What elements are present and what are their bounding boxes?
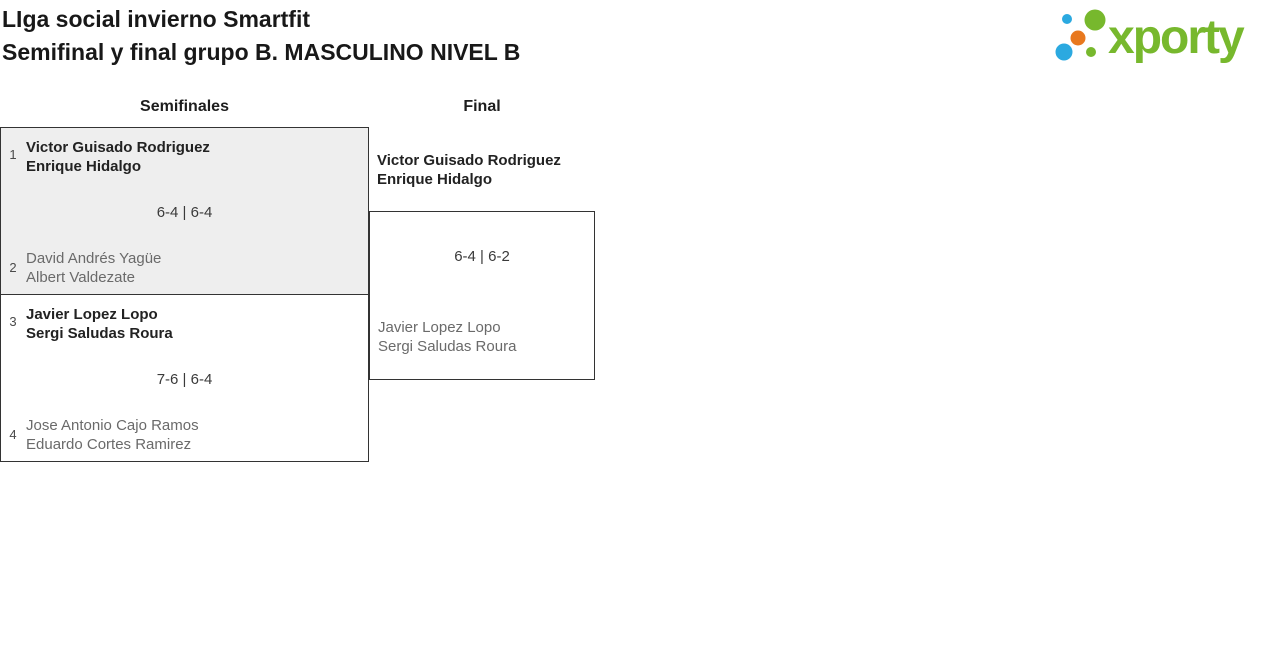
player-name: Victor Guisado Rodriguez [377, 152, 561, 169]
player-name: Enrique Hidalgo [26, 158, 142, 175]
semifinal-match-2[interactable] [0, 294, 369, 462]
seed-number-2: 2 [9, 260, 17, 275]
page-title [2, 3, 520, 69]
semifinal-match-1[interactable] [0, 127, 369, 295]
logo-dot-green-small [1086, 47, 1096, 57]
player-name: Albert Valdezate [26, 269, 135, 286]
final-winner-team [377, 151, 561, 189]
final-score: 6-4 | 6-2 [454, 248, 510, 265]
final-loser-team [378, 318, 516, 356]
player-name: Enrique Hidalgo [377, 171, 493, 188]
logo-dot-blue-small [1062, 14, 1072, 24]
tournament-name: LIga social invierno Smartfit [2, 6, 311, 32]
player-name: Jose Antonio Cajo Ramos [26, 417, 199, 434]
xporty-logo[interactable] [1046, 0, 1278, 70]
logo-wordmark: xporty [1108, 11, 1243, 64]
final-match[interactable] [369, 211, 595, 380]
column-header-final: Final [463, 98, 501, 115]
team-pair-winner [26, 138, 210, 176]
player-name: Sergi Saludas Roura [26, 325, 173, 342]
seed-number-3: 3 [9, 314, 17, 329]
player-name: David Andrés Yagüe [26, 250, 162, 267]
match-score: 7-6 | 6-4 [156, 371, 213, 388]
player-name: Victor Guisado Rodriguez [26, 139, 210, 156]
match-score: 6-4 | 6-4 [156, 204, 213, 221]
player-name: Eduardo Cortes Ramirez [26, 436, 192, 453]
column-header-semifinales: Semifinales [140, 98, 229, 115]
seed-number-4: 4 [9, 427, 17, 442]
player-name: Javier Lopez Lopo [378, 319, 501, 336]
team-pair-loser [26, 249, 161, 287]
xporty-logo-icon [1046, 0, 1278, 70]
seed-number-1: 1 [9, 147, 17, 162]
player-name: Sergi Saludas Roura [378, 338, 517, 355]
logo-dot-orange [1071, 31, 1086, 46]
team-pair-loser [26, 416, 199, 454]
logo-dot-green-large [1085, 10, 1106, 31]
bracket-subtitle: Semifinal y final grupo B. MASCULINO NIVEL B [2, 39, 521, 65]
player-name: Javier Lopez Lopo [26, 306, 158, 323]
team-pair-winner [26, 305, 173, 343]
logo-dot-blue-large [1056, 44, 1073, 61]
